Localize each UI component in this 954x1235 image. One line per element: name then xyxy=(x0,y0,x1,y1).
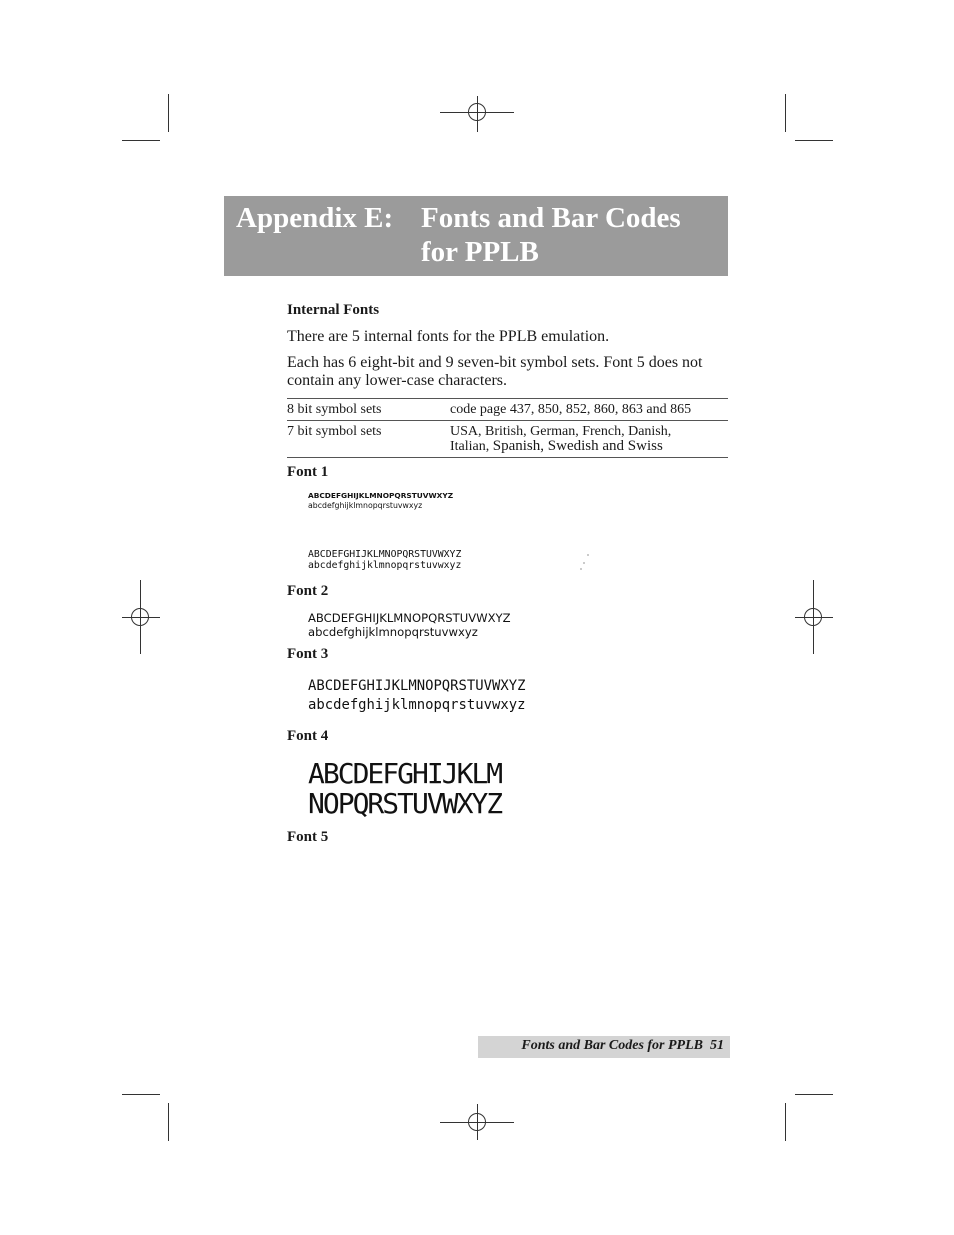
font-4-sample-line-2: NOPQRSTUVWXYZ xyxy=(308,787,502,820)
crop-mark xyxy=(168,94,169,132)
internal-fonts-section xyxy=(287,300,728,390)
font-1-sample-lower-alt: abcdefghijklmnopqrstuvwxyz xyxy=(308,560,462,571)
table-row xyxy=(287,421,728,458)
internal-fonts-symbol-sets: Each has 6 eight-bit and 9 seven-bit symbol sets. Font 5 does not contain any lower-case characters. xyxy=(287,354,703,389)
crop-mark xyxy=(785,94,786,132)
scan-speck xyxy=(583,562,585,564)
internal-fonts-intro: There are 5 internal fonts for the PPLB emulation. xyxy=(287,328,610,345)
table-cell-value-line-2 xyxy=(450,439,728,454)
font-2-sample-upper: ABCDEFGHIJKLMNOPQRSTUVWXYZ xyxy=(308,611,511,625)
font-3-sample-upper: ABCDEFGHIJKLMNOPQRSTUVWXYZ xyxy=(308,678,526,694)
page-footer xyxy=(478,1036,730,1058)
font-1-sample-upper-alt: ABCDEFGHIJKLMNOPQRSTUVWXYZ xyxy=(308,549,462,560)
table-cell-label: 8 bit symbol sets xyxy=(287,402,382,417)
page-title-line-2: for PPLB xyxy=(421,236,539,268)
crop-mark xyxy=(795,1094,833,1095)
font-4-sample-line-1: ABCDEFGHIJKLM xyxy=(308,757,502,790)
appendix-label: Appendix E: xyxy=(236,202,394,234)
table-cell-value-part: Spanish, Swedish and Swiss xyxy=(492,438,663,454)
table-cell-value xyxy=(450,421,728,458)
scan-speck xyxy=(587,554,589,556)
footer-text xyxy=(521,1038,724,1054)
table-cell-label: 7 bit symbol sets xyxy=(287,424,382,439)
page-title-line-1: Fonts and Bar Codes xyxy=(421,202,681,234)
table-row xyxy=(287,399,728,421)
font-5-label: Font 5 xyxy=(287,829,329,845)
font-4-label: Font 4 xyxy=(287,728,329,744)
crop-mark xyxy=(122,1094,160,1095)
crop-mark xyxy=(795,140,833,141)
page-number: 51 xyxy=(710,1038,724,1053)
title-banner xyxy=(224,196,728,276)
internal-fonts-heading: Internal Fonts xyxy=(287,302,380,318)
table-cell-value: code page 437, 850, 852, 860, 863 and 865 xyxy=(450,402,692,417)
font-1-sample-upper: ABCDEFGHIJKLMNOPQRSTUVWXYZ xyxy=(308,491,454,500)
font-2-label: Font 2 xyxy=(287,583,329,599)
font-2-sample-lower: abcdefghijklmnopqrstuvwxyz xyxy=(308,625,478,639)
crop-mark xyxy=(122,140,160,141)
font-3-sample-lower: abcdefghijklmnopqrstuvwxyz xyxy=(308,697,526,713)
font-3-label: Font 3 xyxy=(287,646,329,662)
symbol-set-table xyxy=(287,398,728,458)
crop-mark xyxy=(168,1103,169,1141)
font-1-label: Font 1 xyxy=(287,464,329,480)
scan-speck xyxy=(580,568,582,570)
table-cell-value-part: Italian, xyxy=(450,439,493,454)
crop-mark xyxy=(785,1103,786,1141)
footer-title: Fonts and Bar Codes for PPLB xyxy=(521,1038,703,1053)
font-1-sample-lower: abcdefghijklmnopqrstuvwxyz xyxy=(308,501,423,510)
page-title xyxy=(421,201,721,269)
table-cell-value-line-1: USA, British, German, French, Danish, xyxy=(450,424,672,439)
